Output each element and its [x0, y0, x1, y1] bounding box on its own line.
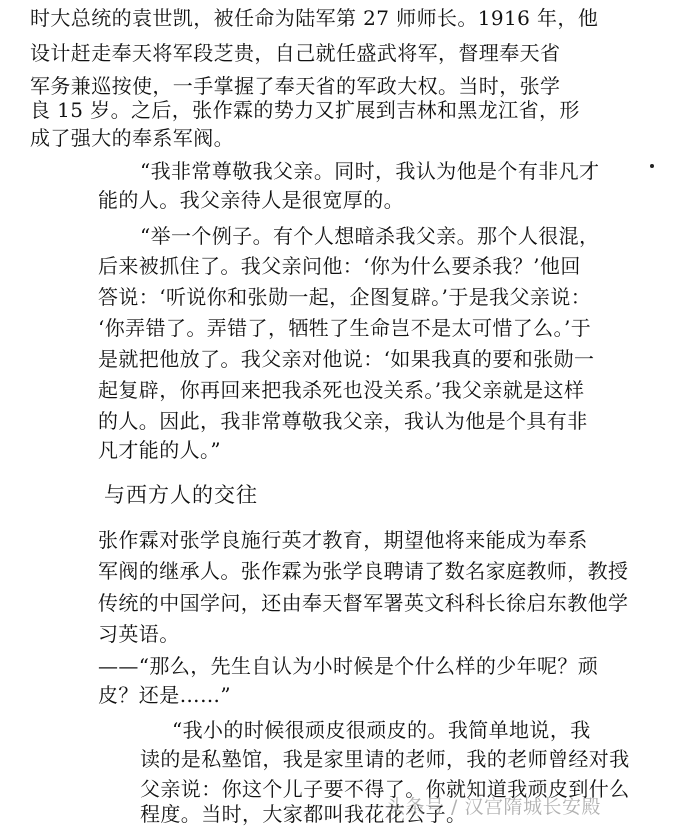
text-line: 习英语。: [98, 622, 180, 646]
stray-mark: [650, 164, 654, 168]
text-line: 时大总统的袁世凯，被任命为陆军第 27 师师长。1916 年，他: [30, 6, 599, 30]
text-line: 传统的中国学问，还由奉天督军署英文科科长徐启东教他学: [98, 591, 629, 615]
text-line: “我小的时候很顽皮很顽皮的。我简单地说，我: [172, 718, 591, 742]
text-line: ——“那么，先生自认为小时候是个什么样的少年呢？顽: [98, 654, 599, 678]
text-line: 军务兼巡按使，一手掌握了奉天省的军政大权。当时，张学: [30, 74, 561, 98]
text-line: 父亲说：你这个儿子要不得了。你就知道我顽皮到什么: [140, 777, 630, 801]
text-line: 成了强大的奉系军阀。: [30, 126, 234, 150]
text-line: 后来被抓住了。我父亲问他：‘你为什么要杀我？’他回: [98, 254, 581, 278]
text-line: 张作霖对张学良施行英才教育，期望他将来能成为奉系: [98, 528, 588, 552]
text-line: 良 15 岁。之后，张作霖的势力又扩展到吉林和黑龙江省，形: [30, 98, 580, 122]
text-line: 能的人。我父亲待人是很宽厚的。: [98, 188, 404, 212]
text-line: 的人。因此，我非常尊敬我父亲，我认为他是个具有非: [98, 409, 588, 433]
text-line: “我非常尊敬我父亲。同时，我认为他是个有非凡才: [140, 159, 600, 183]
watermark: 头条号 / 汉宫隋城长安殿: [386, 796, 601, 818]
text-line: 程度。当时，大家都叫我花花公子。: [140, 802, 467, 826]
text-line: “举一个例子。有个人想暗杀我父亲。那个人很混，: [140, 224, 600, 248]
text-line: 凡才能的人。”: [98, 438, 222, 462]
text-line: 设计赶走奉天将军段芝贵，自己就任盛武将军，督理奉天省: [30, 41, 561, 65]
text-line: 读的是私塾馆，我是家里请的老师，我的老师曾经对我: [140, 747, 630, 771]
text-line: ‘你弄错了。弄错了，牺牲了生命岂不是太可惜了么。’于: [98, 316, 592, 340]
text-line: 是就把他放了。我父亲对他说：‘如果我真的要和张勋一: [98, 347, 595, 371]
text-line: 答说：‘听说你和张勋一起，企图复辟。’于是我父亲说：: [98, 285, 592, 309]
text-line: 皮？还是……”: [98, 683, 232, 707]
text-line: 军阀的继承人。张作霖为张学良聘请了数名家庭教师，教授: [98, 559, 629, 583]
section-heading: 与西方人的交往: [104, 483, 258, 507]
text-line: 起复辟，你再回来把我杀死也没关系。’我父亲就是这样: [98, 378, 585, 402]
